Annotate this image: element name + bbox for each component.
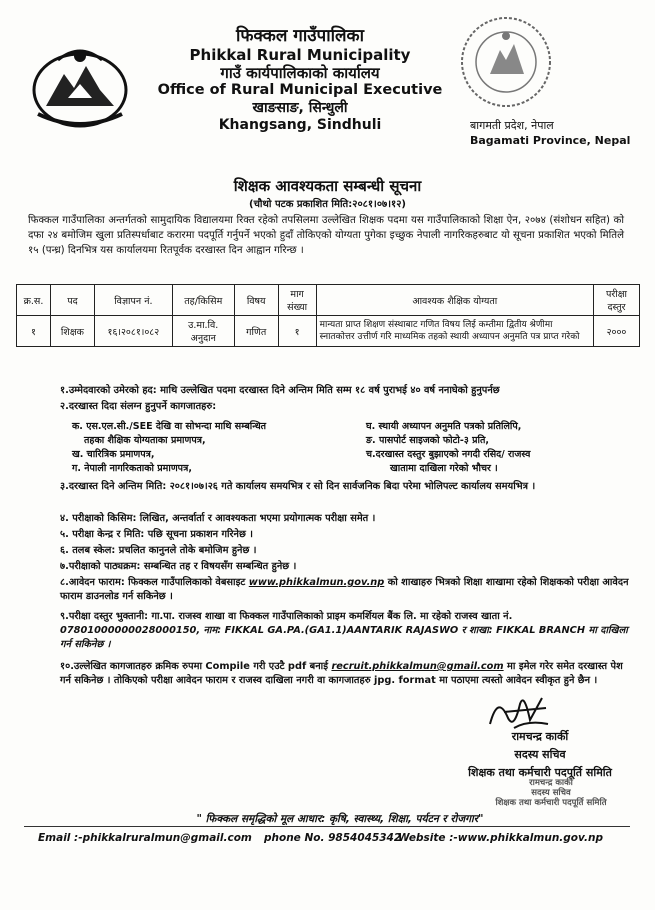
col-header-demand: माग संख्या xyxy=(278,285,316,316)
email-text-b: मा इमेल गरेर समेत दरखास्त पेश गर्न सकिनेछ । तोकिएको परीक्षा आवेदन फाराम र राजस्व दाखिला नगरी वा कागजातहरु jpg. format मा पठाएमा त्यस्तो आवेदन स्वीकृत हुने छैन । xyxy=(60,661,623,686)
doc-item: ख. चारित्रिक प्रमाणपत्र, xyxy=(72,449,155,460)
province-en: Bagamati Province, Nepal xyxy=(470,134,631,148)
cell-sn: १ xyxy=(17,316,51,347)
nepal-emblem-logo xyxy=(28,44,132,132)
footer-divider xyxy=(24,826,630,827)
condition-syllabus: ७.परीक्षाको पाठ्यक्रम: सम्बन्धित तह र विषयसँग सम्बन्धित हुनेछ । xyxy=(60,561,297,572)
doc-item: च.दरखास्त दस्तुर बुझाएको नगदी रसिद/ राजस्व xyxy=(366,449,531,460)
fee-text-b: , नाम: FIKKAL GA.PA.(GA1.1)AANTARIK RAJASWO र शाखा: FIKKAL BRANCH मा दाखिला गर्न सकिनेछ । xyxy=(60,625,628,650)
footer-motto: " फिक्कल समृद्धिको मूल आधार: कृषि, स्वास्थ्य, शिक्षा, पर्यटन र रोजगार" xyxy=(196,813,484,825)
notice-title: शिक्षक आवश्यकता सम्बन्धी सूचना xyxy=(233,177,422,195)
cell-demand: १ xyxy=(278,316,316,347)
location-np: खाङसाङ, सिन्धुली xyxy=(252,99,348,116)
cell-post: शिक्षक xyxy=(50,316,94,347)
cell-qualification: मान्यता प्राप्त शिक्षण संस्थाबाट गणित विषय लिई कम्तीमा द्वितीय श्रेणीमा स्नातकोत्तर उत्तीर्ण गरि माध्यमिक तहको स्थायी अध्यापन अनुमति पत्र प्राप्त गरेको xyxy=(316,316,593,347)
form-text-a: ८.आवेदन फाराम: फिक्कल गाउँपालिकाको वेबसाइट xyxy=(60,577,246,588)
footer-phone: phone No. 9854045342 xyxy=(264,832,402,844)
col-header-level: तह/किसिम xyxy=(172,285,234,316)
doc-item: क. एस.एल.सी./SEE देखि वा सोभन्दा माथि सम्बन्धित xyxy=(72,421,267,432)
table-row xyxy=(17,316,640,347)
doc-item: तहका शैक्षिक योग्यताका प्रमाणपत्र, xyxy=(84,435,206,446)
cell-fee: २००० xyxy=(594,316,640,347)
location-en: Khangsang, Sindhuli xyxy=(218,116,382,133)
condition-deadline: ३.दरखास्त दिने अन्तिम मिति: २०८१।०७।२६ गते कार्यालय समयभित्र र सो दिन सार्वजनिक बिदा परेमा भोलिपल्ट कार्यालय समयभित्र । xyxy=(60,481,536,492)
footer-website: Website :-www.phikkalmun.gov.np xyxy=(398,832,603,844)
stamp-line: सदस्य सचिव xyxy=(531,788,571,798)
notice-intro: फिक्कल गाउँपालिका अन्तर्गतको सामुदायिक विद्यालयमा रिक्त रहेको तपसिलमा उल्लेखित शिक्षक पदमा यस गाउँपालिकाको शिक्षा ऐन, २०७४ (संशोधन सहित) को दफा २४ बमोजिम खुला प्रतिस्पर्धाबाट करारमा पदपूर्ति गर्नुपर्ने भएको हुदाँ तोकिएको योग्यता पुगेका इच्छुक नेपाली नागरिकहरुबाट यो सूचना प्रकाशित भएको मितिले १५ (पन्ध्र) दिनभित्र यस कार्यालयमा रितपूर्वक दरखास्त दिन आह्वान गरिन्छ । xyxy=(28,215,624,256)
doc-item: घ. स्थायी अध्यापन अनुमति पत्रको प्रतिलिपि, xyxy=(366,421,522,432)
municipality-name-np: फिक्कल गाउँपालिका xyxy=(235,26,364,46)
condition-email-submission xyxy=(60,660,632,688)
province-np: बागमती प्रदेश, नेपाल xyxy=(470,119,554,132)
signature-stamp xyxy=(476,778,626,808)
signatory-name: रामचन्द्र कार्की xyxy=(511,730,569,743)
doc-item: खातामा दाखिला गरेको भौचर । xyxy=(390,463,498,474)
account-number: 07801000000028000150 xyxy=(60,625,197,636)
office-seal-stamp xyxy=(458,14,554,110)
condition-age: १.उम्मेदवारको उमेरको हद: माथि उल्लेखित पदमा दरखास्त दिने अन्तिम मिति सम्म १८ वर्ष पुराभई ४० वर्ष ननाघेको हुनुपर्नछ xyxy=(60,385,500,396)
cell-ad-no: १६।२०८१।०८२ xyxy=(94,316,172,347)
stamp-line: रामचन्द्र कार्की xyxy=(529,778,573,788)
cell-subject: गणित xyxy=(234,316,278,347)
condition-application-form xyxy=(60,576,632,604)
recruit-email-link[interactable]: recruit.phikkalmun@gmail.com xyxy=(331,661,504,672)
fee-text-a: ९.परीक्षा दस्तुर भुक्तानी: गा.पा. राजस्व शाखा वा फिक्कल गाउँपालिकाको प्राइम कमर्शियल बैंक लि. मा रहेको राजस्व खाता नं. xyxy=(60,611,513,622)
col-header-qualification: आवश्यक शैक्षिक योग्यता xyxy=(316,285,593,316)
footer-email: Email :-phikkalruralmun@gmail.com xyxy=(38,832,252,844)
vacancy-table xyxy=(16,284,640,347)
col-header-ad-no: विज्ञापन नं. xyxy=(94,285,172,316)
letterhead xyxy=(150,26,450,133)
office-name-np: गाउँ कार्यपालिकाको कार्यालय xyxy=(220,64,380,83)
col-header-post: पद xyxy=(50,285,94,316)
col-header-subject: विषय xyxy=(234,285,278,316)
notice-subtitle: (चौथो पटक प्रकाशित मिति:२०८१।०७।१२) xyxy=(249,199,406,210)
signatory-role: सदस्य सचिव xyxy=(514,748,566,761)
website-link[interactable]: www.phikkalmun.gov.np xyxy=(248,577,385,588)
cell-level: उ.मा.वि. अनुदान xyxy=(172,316,234,347)
condition-salary: ६. तलब स्केल: प्रचलित कानुनले तोके बमोजिम हुनेछ । xyxy=(60,545,257,556)
signatory-committee: शिक्षक तथा कर्मचारी पदपूर्ति समिति xyxy=(468,766,612,779)
municipality-name-en: Phikkal Rural Municipality xyxy=(189,46,411,65)
doc-item: ङ. पासपोर्ट साइजको फोटो-३ प्रति, xyxy=(366,435,489,446)
signatory-block xyxy=(440,728,640,782)
col-header-sn: क्र.स. xyxy=(17,285,51,316)
condition-exam-centre: ५. परीक्षा केन्द्र र मिति: पछि सूचना प्रकाशन गरिनेछ । xyxy=(60,529,253,540)
condition-fee-payment xyxy=(60,610,632,652)
stamp-line: शिक्षक तथा कर्मचारी पदपूर्ति समिति xyxy=(495,798,607,808)
office-name-en: Office of Rural Municipal Executive xyxy=(157,82,443,99)
form-text-b: को शाखाहरु भित्रको शिक्षा शाखामा रहेको शिक्षकको परीक्षा आवेदन फाराम डाउनलोड गर्न सकिनेछ । xyxy=(60,577,629,602)
province-block xyxy=(470,118,640,149)
table-header-row xyxy=(17,285,640,316)
condition-exam-type: ४. परीक्षाको किसिम: लिखित, अन्तर्वार्ता र आवश्यकता भएमा प्रयोगात्मक परीक्षा समेत । xyxy=(60,513,376,524)
doc-item: ग. नेपाली नागरिकताको प्रमाणपत्र, xyxy=(72,463,192,474)
col-header-fee: परीक्षा दस्तुर xyxy=(594,285,640,316)
email-text-a: १०.उल्लेखित कागजातहरु क्रमिक रुपमा Compile गरी एउटै pdf बनाई xyxy=(60,661,329,672)
condition-documents-heading: २.दरखास्त दिदा संलग्न हुनुपर्ने कागजातहरु: xyxy=(60,401,217,412)
